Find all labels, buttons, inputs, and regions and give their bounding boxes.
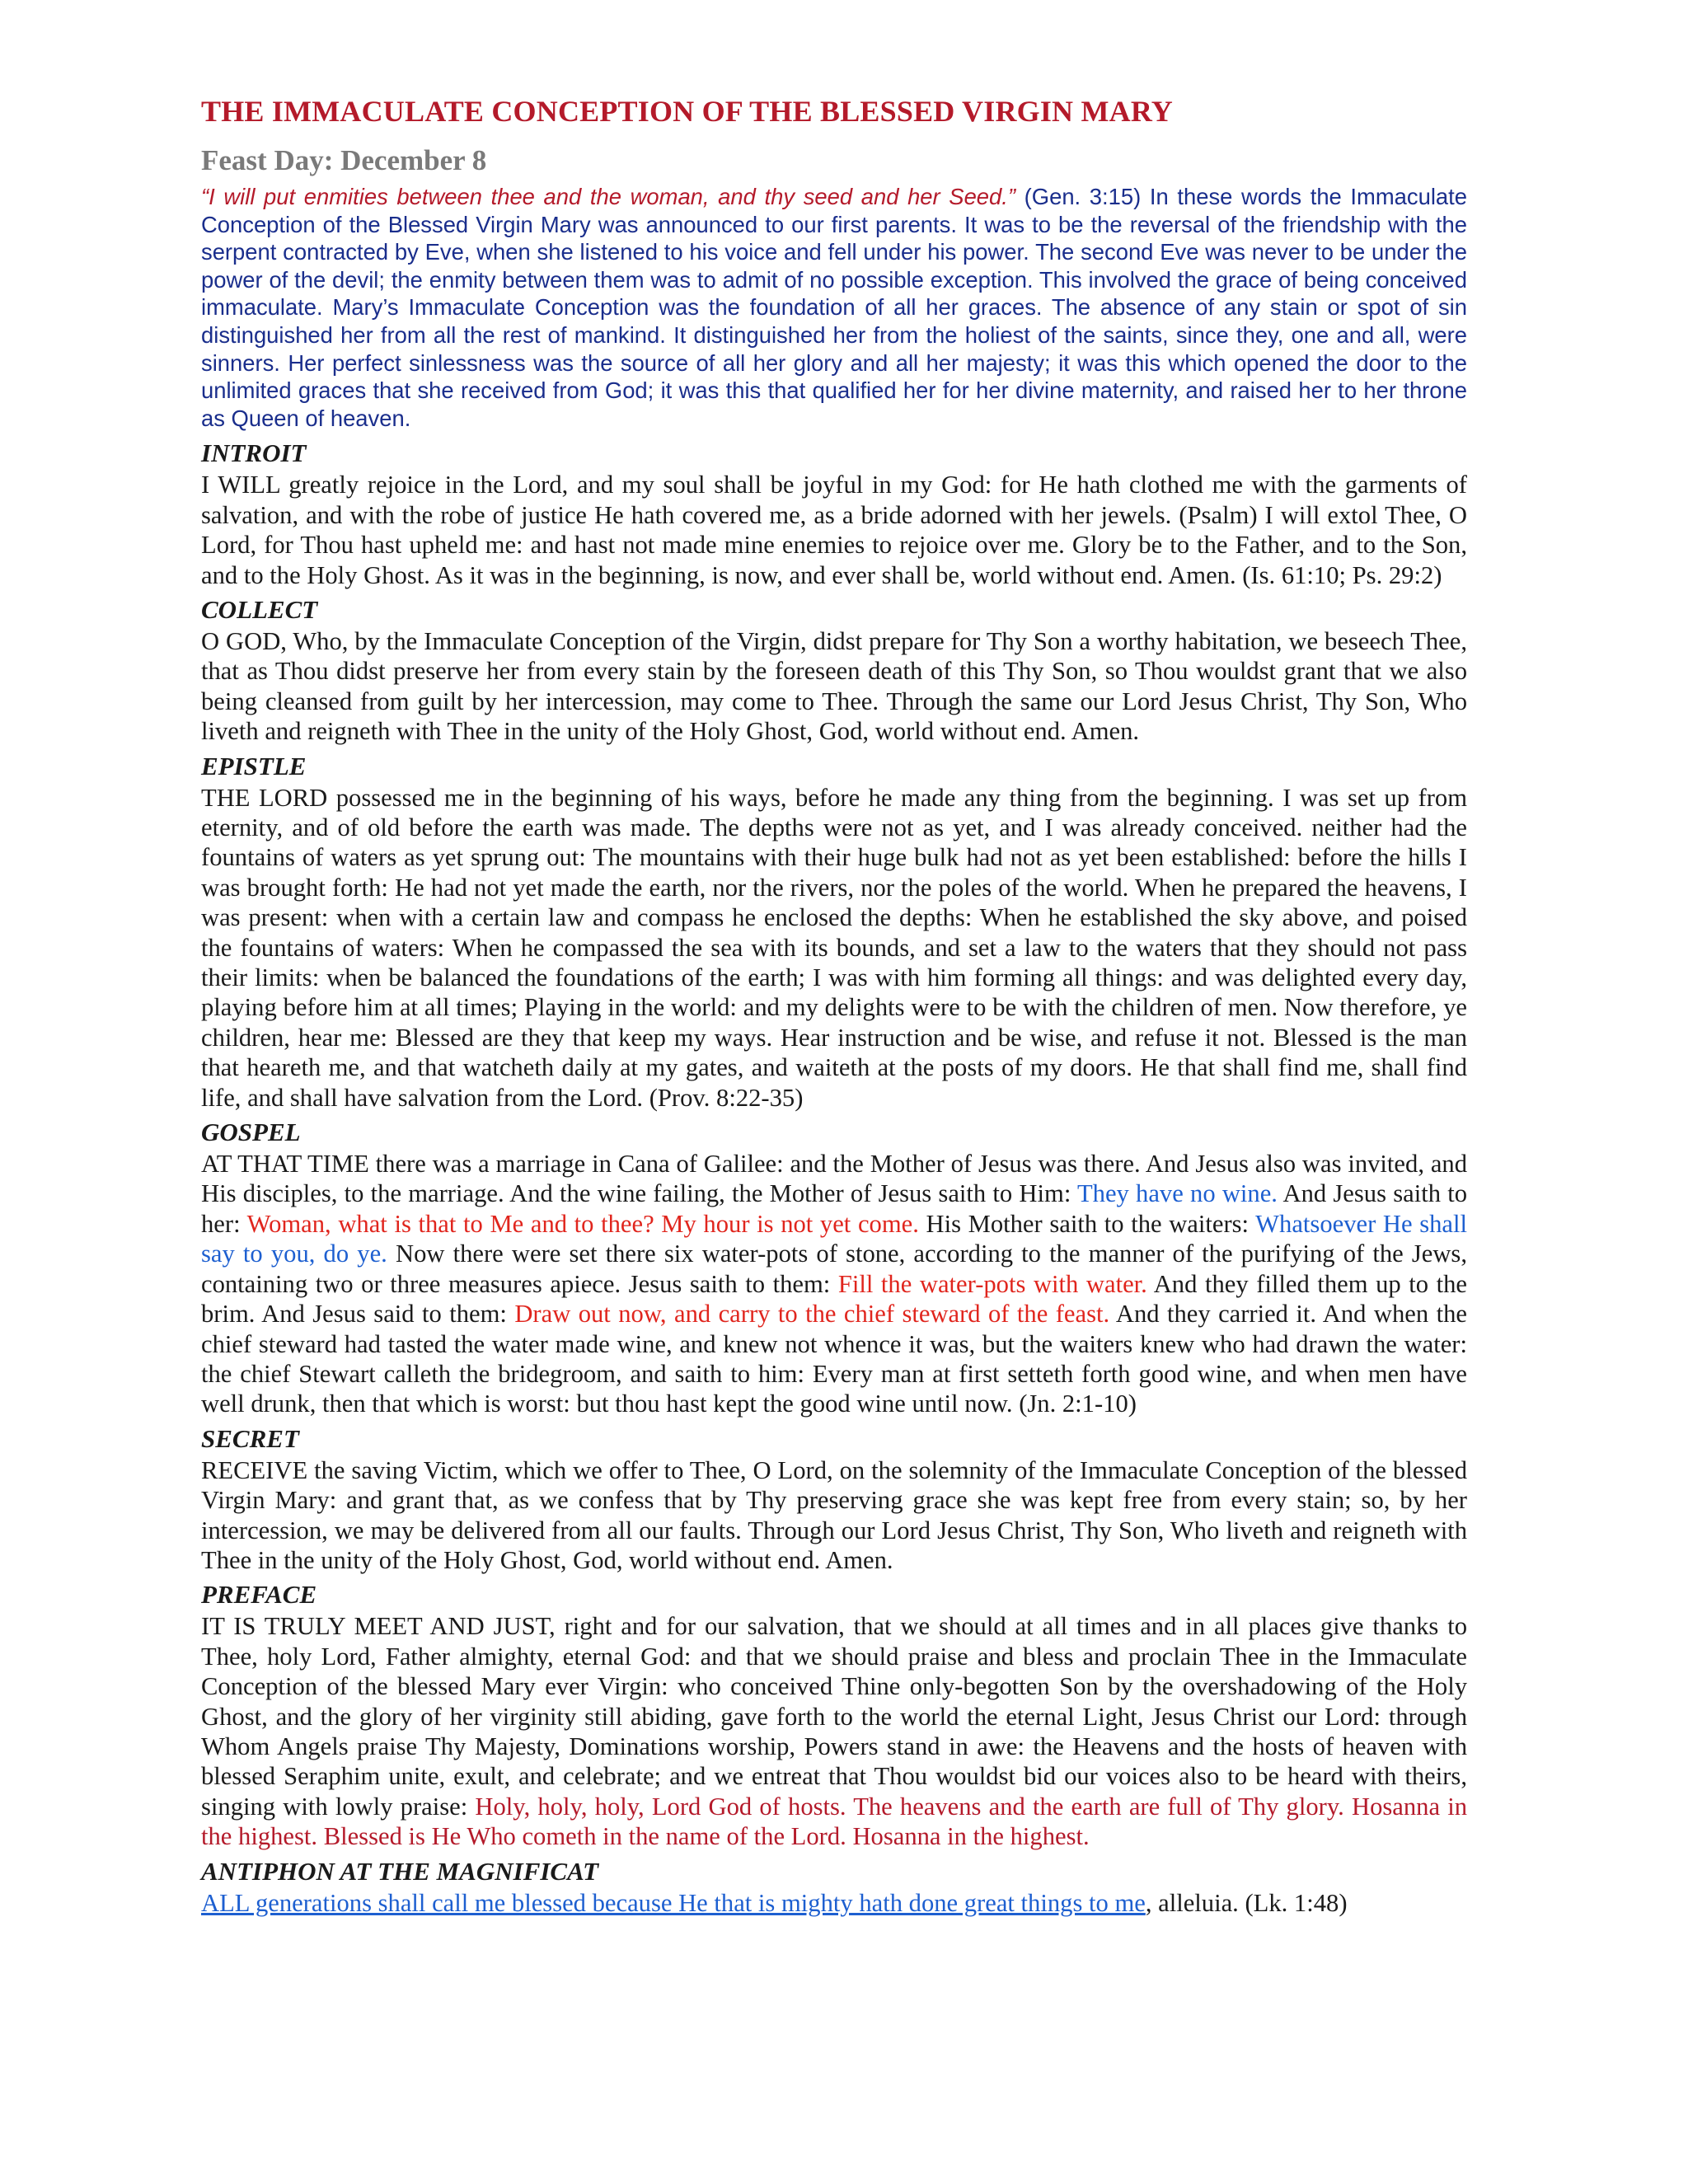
epistle-text: THE LORD possessed me in the beginning of his ways, before he made any thing from the beginning. I was set up from eternity, and of old before the earth was made. The depths were not as yet, and I was already conceived. neither had the fountains of waters as yet sprung out: The mountains with their huge bulk had not as yet been established: before the hills I was brought forth: He had not yet made the earth, nor the rivers, nor the poles of the world. When he prepared the heavens, I was present: when with a certain law and compass he enclosed the depths: When he established the sky above, and poised the fountains of waters: When he compassed the sea with its bounds, and set a law to the waters that they should not pass their limits: when be balanced the foundations of the earth; I was with him forming all things: and was delighted every day, playing before him at all times; Playing in the world: and my delights were to be with the children of men. Now therefore, ye children, hear me: Blessed are they that keep my ways. Hear instruction and be wise, and refuse it not. Blessed is the man that heareth me, and that watcheth daily at my gates, and waiteth at the posts of my doors. He that shall find me, shall find life, and shall have salvation from the Lord. (Prov. 8:22-35) <box>201 783 1467 1112</box>
collect-heading: COLLECT <box>201 594 318 624</box>
antiphon-quote: ALL generations shall call me blessed because He that is mighty hath done great things to me <box>201 1888 1146 1917</box>
gospel-quote-jesus: Fill the water-pots with water. <box>837 1269 1147 1298</box>
antiphon-tail: , alleluia. (Lk. 1:48) <box>1145 1888 1348 1917</box>
document-page <box>201 91 1467 1921</box>
intro-close-quote: ” <box>1007 184 1016 209</box>
intro-quote: I will put enmities between thee and the woman, and thy seed and her Seed. <box>209 184 1008 209</box>
preface-heading: PREFACE <box>201 1580 317 1610</box>
intro-text: (Gen. 3:15) In these words the Immaculate Conception of the Blessed Virgin Mary was announced to our first parents. It was to be the reversal of the friendship with the serpent contracted by Eve, when she listened to his voice and fell under his power. The second Eve was never to be under the power of the devil; the enmity between them was to admit of no possible exception. This involved the grace of being conceived immaculate. Mary’s Immaculate Conception was the foundation of all her graces. The absence of any stain or spot of sin distinguished her from all the rest of mankind. It distinguished her from the holiest of the saints, since they, one and all, were sinners. Her perfect sinlessness was the source of all her glory and all her majesty; it was this which opened the door to the unlimited graces that she received from God; it was this that qualified her for her divine maternity, and raised her to her throne as Queen of heaven. <box>201 184 1468 431</box>
epistle-heading: EPISTLE <box>201 751 307 780</box>
gospel-quote-mary: Whatsoever He shall say to you, do ye. <box>201 1209 1467 1268</box>
gospel-part: His Mother saith to the waiters: <box>918 1209 1256 1238</box>
introit-text: I WILL greatly rejoice in the Lord, and my soul shall be joyful in my God: for He hath clothed me with the garments of salvation, and with the robe of justice He hath covered me, as a bride adorned with her jewels. (Psalm) I will extol Thee, O Lord, for Thou hast upheld me: and hast not made mine enemies to rejoice over me. Glory be to the Father, and to the Son, and to the Holy Ghost. As it was in the beginning, is now, and ever shall be, world without end. Amen. (Is. 61:10; Ps. 29:2) <box>201 471 1467 589</box>
gospel-quote-jesus: Draw out now, and carry to the chief steward of the feast. <box>514 1300 1110 1329</box>
preface-sanctus: Holy, holy, holy, Lord God of hosts. The heavens and the earth are full of Thy glory. Hosanna in the highest. Blessed is He Who cometh in the name of the Lord. Hosanna in the highest. <box>201 1792 1467 1851</box>
gospel-part: AT THAT TIME there was a marriage in Cana of Galilee: and the Mother of Jesus was there. And Jesus also was invited, and His disciples, to the marriage. And the wine failing, the Mother of Jesus saith to Him: <box>201 1150 1467 1208</box>
intro-open-quote: “ <box>201 184 209 209</box>
antiphon-heading: ANTIPHON AT THE MAGNIFICAT <box>201 1856 599 1886</box>
page-title: THE IMMACULATE CONCEPTION OF THE BLESSED VIRGIN MARY <box>201 95 1173 128</box>
gospel-heading: GOSPEL <box>201 1118 301 1147</box>
collect-text: O GOD, Who, by the Immaculate Conception of the Virgin, didst prepare for Thy Son a worthy habitation, we beseech Thee, that as Thou didst preserve her from every stain by the foreseen death of this Thy Son, so Thou wouldst grant that we also being cleansed from guilt by her intercession, may come to Thee. Through the same our Lord Jesus Christ, Thy Son, Who liveth and reigneth with Thee in the unity of the Holy Ghost, God, world without end. Amen. <box>201 626 1467 746</box>
feast-day: Feast Day: December 8 <box>201 144 487 176</box>
intro-paragraph <box>201 183 1467 432</box>
secret-heading: SECRET <box>201 1423 299 1453</box>
gospel-part: And they carried it. And when the chief steward had tasted the water made wine, and knew not whence it was, but the waiters knew who had drawn the water: the chief Stewart calleth the bridegroom, and saith to him: Every man at first setteth forth good wine, and when men have well drunk, then that which is worst: but thou hast kept the good wine until now. (Jn. 2:1-10) <box>201 1300 1467 1418</box>
gospel-text <box>201 1149 1467 1419</box>
gospel-part: And Jesus saith to her: <box>201 1179 1468 1238</box>
gospel-part: And they filled them up to the brim. And Jesus said to them: <box>201 1269 1467 1329</box>
preface-body: IT IS TRULY MEET AND JUST, right and for our salvation, that we should at all times and in all places give thanks to Thee, holy Lord, Father almighty, eternal God: and that we should praise and bless and proclain Thee in the Immaculate Conception of the blessed Mary ever Virgin: who conceived Thine only-begotten Son by the overshadowing of the Holy Ghost, and the glory of her virginity still abiding, gave forth to the world the eternal Light, Jesus Christ our Lord: through Whom Angels praise Thy Majesty, Dominations worship, Powers stand in awe: the Heavens and the hosts of heaven with blessed Seraphim unite, exult, and celebrate; and we entreat that Thou wouldst bid our voices also to be heard with theirs, singing with lowly praise: <box>201 1612 1467 1821</box>
gospel-part: Now there were set there six water-pots of stone, according to the manner of the purifying of the Jews, containing two or three measures apiece. Jesus saith to them: <box>201 1240 1467 1298</box>
antiphon-text <box>201 1888 1467 1918</box>
introit-heading: INTROIT <box>201 438 307 468</box>
secret-text: RECEIVE the saving Victim, which we offer to Thee, O Lord, on the solemnity of the Immaculate Conception of the blessed Virgin Mary: and grant that, as we confess that by Thy preserving grace she was kept free from every stain; so, by her intercession, we may be delivered from all our faults. Through our Lord Jesus Christ, Thy Son, Who liveth and reigneth with Thee in the unity of the Holy Ghost, God, world without end. Amen. <box>201 1455 1467 1574</box>
gospel-quote-jesus: Woman, what is that to Me and to thee? My hour is not yet come. <box>246 1209 919 1238</box>
gospel-quote-mary: They have no wine. <box>1076 1179 1278 1208</box>
preface-text <box>201 1611 1467 1851</box>
